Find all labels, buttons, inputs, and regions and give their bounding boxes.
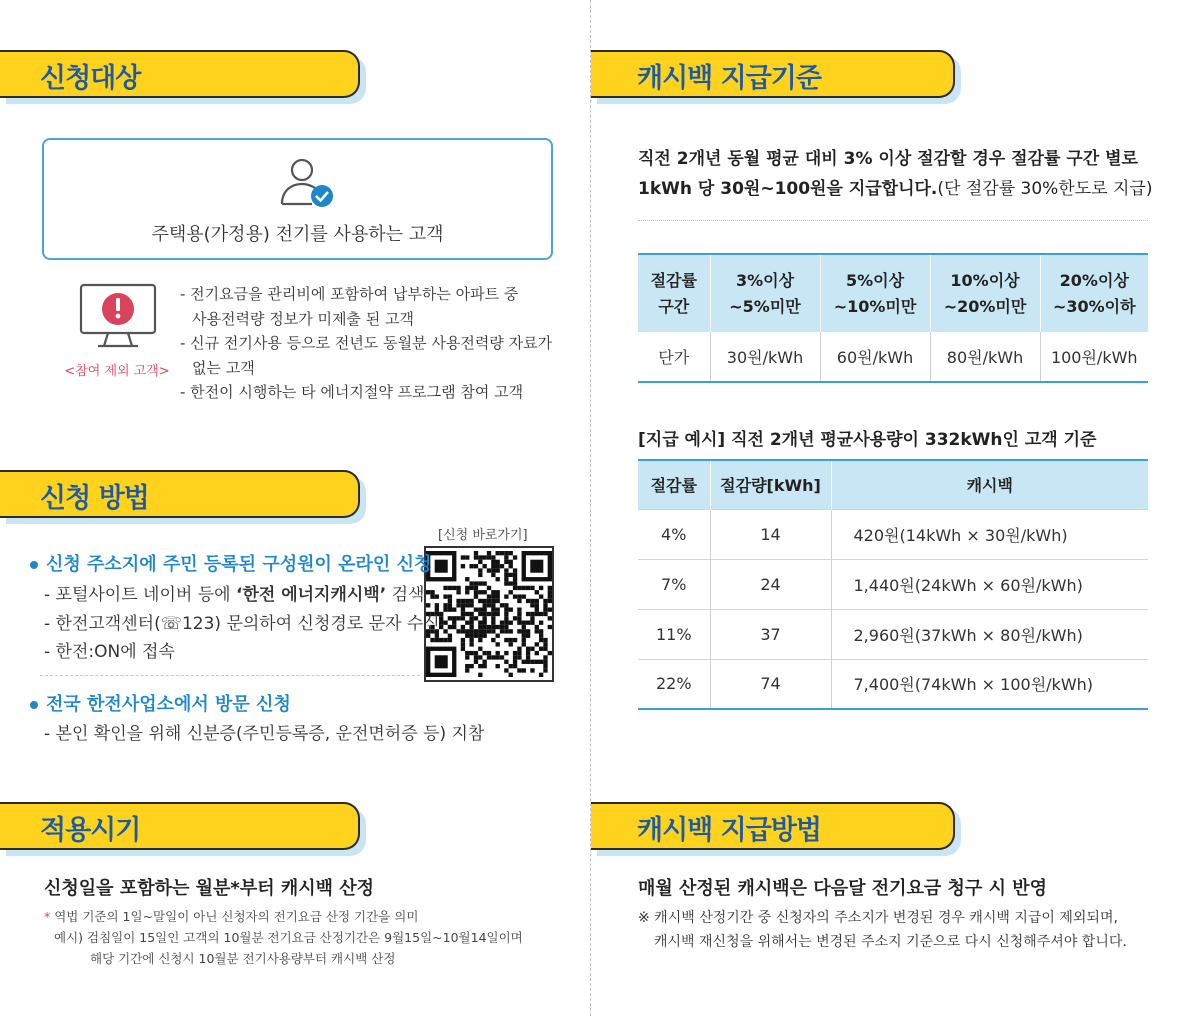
table-cell: 100원/kWh — [1040, 332, 1148, 382]
section-banner-period — [0, 802, 360, 850]
table-cell: 60원/kWh — [820, 332, 930, 382]
target-customer-text: 주택용(가정용) 전기를 사용하는 고객 — [151, 224, 444, 245]
verified-user-icon — [280, 156, 338, 210]
table-cell: 11% — [638, 609, 710, 659]
table-row — [638, 659, 1148, 709]
table-cell: 30원/kWh — [710, 332, 820, 382]
table-cell: 7,400원(74kWh × 100원/kWh) — [831, 659, 1148, 709]
apply-period-main: 신청일을 포함하는 월분*부터 캐시백 산정 — [44, 878, 375, 899]
section-title: 캐시백 지급방법 — [637, 815, 821, 846]
table-cell: 4% — [638, 509, 710, 559]
table-header: 절감률 — [638, 460, 710, 509]
section-banner-payment — [591, 802, 955, 850]
table-cell: 2,960원(37kWh × 80원/kWh) — [831, 609, 1148, 659]
payment-main: 매월 산정된 캐시백은 다음달 전기요금 청구 시 반영 — [638, 878, 1048, 899]
excluded-customers-badge — [62, 282, 172, 382]
online-apply-item: - 포털사이트 네이버 등에 ‘한전 에너지캐시백’ 검색 — [44, 585, 425, 605]
table-cell: 14 — [710, 509, 831, 559]
table-row — [638, 559, 1148, 609]
dashed-divider — [40, 675, 420, 676]
rate-table — [638, 253, 1148, 383]
table-cell: 420원(14kWh × 30원/kWh) — [831, 509, 1148, 559]
table-row — [638, 509, 1148, 559]
list-item: 없는 고객 — [192, 358, 255, 377]
table-header-row — [638, 460, 1148, 509]
section-banner-target — [0, 50, 360, 98]
table-header: 3%이상 ~5%미만 — [710, 254, 820, 332]
list-item: - 한전이 시행하는 타 에너지절약 프로그램 참여 고객 — [180, 383, 524, 401]
online-apply-item: - 한전:ON에 접속 — [44, 642, 175, 662]
table-row — [638, 609, 1148, 659]
list-item: - 신규 전기사용 등으로 전년도 동월분 사용전력량 자료가 — [180, 334, 553, 352]
exclusion-list — [180, 282, 552, 405]
qr-caption: [신청 바로가기] — [438, 528, 528, 543]
section-title: 캐시백 지급기준 — [637, 63, 821, 94]
table-cell: 1,440원(24kWh × 60원/kWh) — [831, 559, 1148, 609]
visit-apply-heading: 전국 한전사업소에서 방문 신청 — [30, 690, 291, 716]
list-item: 사용전력량 정보가 미제출 된 고객 — [192, 309, 414, 328]
table-header: 20%이상 ~30%이하 — [1040, 254, 1148, 332]
bullet-dot-icon — [30, 561, 38, 569]
table-cell: 37 — [710, 609, 831, 659]
table-header: 절감량[kWh] — [710, 460, 831, 509]
section-title: 적용시기 — [40, 815, 141, 846]
table-cell: 7% — [638, 559, 710, 609]
table-header: 5%이상 ~10%미만 — [820, 254, 930, 332]
table-header-row — [638, 254, 1148, 332]
section-title: 신청 방법 — [40, 483, 149, 514]
table-header: 절감률 구간 — [638, 254, 710, 332]
online-apply-heading: 신청 주소지에 주민 등록된 구성원이 온라인 신청 — [30, 550, 431, 576]
qr-code-icon — [426, 548, 552, 680]
excluded-label: <참여 제외 고객> — [64, 364, 170, 379]
example-table — [638, 459, 1148, 710]
target-customer-box — [42, 138, 553, 260]
monitor-alert-icon — [78, 282, 158, 350]
list-item: - 전기요금을 관리비에 포함하여 납부하는 아파트 중 — [180, 285, 519, 303]
example-title: [지급 예시] 직전 2개년 평균사용량이 332kWh인 고객 기준 — [638, 430, 1097, 450]
center-divider — [590, 0, 591, 1016]
dotted-divider — [638, 220, 1148, 221]
qr-code[interactable] — [424, 546, 554, 682]
criteria-intro: 직전 2개년 동월 평균 대비 3% 이상 절감할 경우 절감률 구간 별로 1kWh 당 30원~100원을 지급합니다.(단 절감률 30%한도로 지급) — [638, 149, 1153, 199]
section-banner-method — [0, 470, 360, 518]
table-header: 캐시백 — [831, 460, 1148, 509]
table-row — [638, 332, 1148, 382]
table-cell: 22% — [638, 659, 710, 709]
visit-apply-item: - 본인 확인을 위해 신분증(주민등록증, 운전면허증 등) 지참 — [44, 724, 485, 744]
table-cell: 74 — [710, 659, 831, 709]
bullet-dot-icon — [30, 701, 38, 709]
table-cell: 24 — [710, 559, 831, 609]
payment-note: ※ 캐시백 산정기간 중 신청자의 주소지가 변경된 경우 캐시백 지급이 제외되며, 캐시백 재신청을 위해서는 변경된 주소지 기준으로 다시 신청해주셔야 합니다. — [638, 910, 1127, 950]
table-cell: 80원/kWh — [930, 332, 1040, 382]
table-cell: 단가 — [658, 348, 690, 367]
section-banner-criteria — [591, 50, 955, 98]
online-apply-item: - 한전고객센터(☏123) 문의하여 신청경로 문자 수신 — [44, 614, 440, 634]
apply-period-note: * 역법 기준의 1일~말일이 아닌 신청자의 전기요금 산정 기간을 의미 예시) 검침일이 15일인 고객의 10월분 전기요금 산정기간은 9월15일~10월14일이며 해당 기간에 신청시 10월분 전기사용량부터 캐시백 산정 — [44, 909, 523, 966]
table-header: 10%이상 ~20%미만 — [930, 254, 1040, 332]
section-title: 신청대상 — [40, 63, 141, 94]
